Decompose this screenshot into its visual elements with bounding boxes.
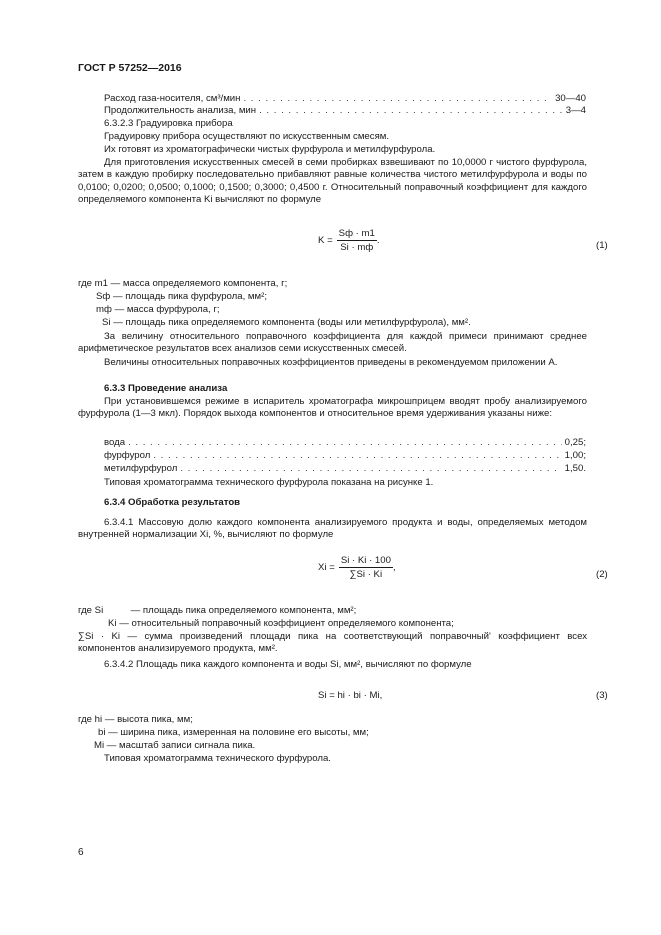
where-symbol: bi [98, 727, 106, 738]
leader-dots [180, 463, 561, 475]
where-item [96, 291, 267, 303]
retention-row-water [104, 437, 586, 449]
retention-row-methylfurfural [104, 463, 586, 475]
text-line: Градуировку прибора осуществляют по искусственным смесям. [104, 131, 390, 142]
component-label: фурфурол [104, 450, 151, 461]
where-symbol: Sф [96, 291, 111, 302]
param-label: Расход газа-носителя, см³/мин [104, 93, 241, 104]
retention-value: 1,00; [564, 450, 586, 461]
equation-tail: , [392, 562, 396, 573]
where-symbol: где hi [78, 714, 103, 725]
equation-1 [318, 228, 380, 253]
where-symbol: где Si [78, 605, 104, 616]
equation-2 [318, 555, 396, 580]
where-symbol: Mi [94, 740, 105, 751]
equation-3 [318, 690, 382, 701]
component-label: вода [104, 437, 126, 448]
param-label: Продолжительность анализа, мин [104, 105, 257, 116]
paragraph-normalization: 6.3.4.1 Массовую долю каждого компонента анализируемого продукта и воды, определяемых методом внутренней нормализации Xi, %, вычисляют по формуле [78, 517, 587, 541]
param-value: 3—4 [565, 105, 586, 116]
equation-denominator: ∑Si · Ki [349, 569, 383, 580]
equation-tail: . [376, 235, 380, 246]
where-text: — масса определяемого компонента, г; [110, 278, 288, 289]
param-value: 30—40 [555, 93, 586, 104]
where-item [108, 618, 454, 630]
figure-note: Типовая хроматограмма технического фурфурола показана на рисунке 1. [104, 477, 434, 488]
paragraph-peak-area: 6.3.4.2 Площадь пика каждого компонента и воды Si, мм², вычисляют по формуле [104, 659, 472, 670]
where-item [78, 278, 287, 290]
page-number: 6 [78, 847, 84, 858]
equation-number-1: (1) [596, 240, 608, 251]
where-text: — площадь пика фурфурола, мм²; [112, 291, 267, 302]
param-row-carrier-gas [104, 93, 586, 105]
equation-number-3: (3) [596, 690, 608, 701]
paragraph-mean: За величину относительного поправочного коэффициента для каждой примеси принимают среднее арифметическое результатов всех анализов семи искусственных смесей. [78, 331, 587, 355]
paragraph-analysis: При установившемся режиме в испаритель хроматографа микрошприцем вводят пробу анализируемого фурфурола (1—3 мкл). Порядок выхода компонентов и относительное время удерживания указаны ниже: [78, 396, 587, 420]
where-symbol: Si [102, 317, 111, 328]
where-item [102, 317, 471, 329]
where-text: — площадь пика определяемого компонента (воды или метилфурфурола), мм². [113, 317, 471, 328]
equation-number-2: (2) [596, 569, 608, 580]
where-text: — относительный поправочный коэффициент определяемого компонента; [119, 618, 454, 629]
where-text: — масса фурфурола, г; [114, 304, 220, 315]
retention-value: 1,50. [564, 463, 586, 474]
where-item [78, 714, 193, 726]
leader-dots [243, 93, 552, 105]
section-heading-634: 6.3.4 Обработка результатов [104, 497, 241, 508]
where-symbol: где m1 [78, 278, 108, 289]
equation-numerator: Sф · m1 [338, 228, 375, 239]
document-header: ГОСТ Р 57252—2016 [78, 62, 182, 74]
leader-dots [153, 450, 561, 462]
equation-fraction [339, 555, 393, 580]
leader-dots [128, 437, 562, 449]
equation-lhs: K = [318, 235, 333, 246]
where-text: — ширина пика, измеренная на половине его высоты, мм; [108, 727, 369, 738]
equation-denominator: Si · mф [340, 242, 374, 253]
paragraph-annex: Величины относительных поправочных коэффициентов приведены в рекомендуемом приложении А. [104, 357, 558, 368]
where-item [94, 740, 255, 752]
equation-expression: Si = hi · bi · Mi, [318, 690, 383, 701]
final-note: Типовая хроматограмма технического фурфурола. [104, 753, 331, 764]
section-heading-6323: 6.3.2.3 Градуировка прибора [104, 118, 233, 129]
component-label: метилфурфурол [104, 463, 178, 474]
where-symbol: Ki [108, 618, 117, 629]
where-item [98, 727, 369, 739]
retention-value: 0,25; [564, 437, 586, 448]
section-heading-633: 6.3.3 Проведение анализа [104, 383, 228, 394]
equation-fraction [337, 228, 377, 253]
equation-numerator: Si · Ki · 100 [340, 555, 391, 566]
retention-row-furfural [104, 450, 586, 462]
where-item [96, 304, 220, 316]
where-symbol: mф [96, 304, 112, 315]
paragraph-mixtures: Для приготовления искусственных смесей в семи пробирках взвешивают по 10,0000 г чистого фурфурола, затем в каждую пробирку последовательно прибавляют равные количества чистого метилфурфурола и воды по 0,0100; 0,0200; 0,0500; 0,1000; 0,1500; 0,3000; 0,4500 г. Относительный поправочный коэффициент для каждого определяемого компонента Ki вычисляют по формуле [78, 157, 587, 205]
equation-lhs: Xi = [318, 562, 335, 573]
where-text: — площадь пика определяемого компонента, мм²; [130, 605, 357, 616]
where-text: — высота пика, мм; [104, 714, 193, 725]
where-item [78, 605, 356, 617]
leader-dots [259, 105, 563, 117]
where-text: — масштаб записи сигнала пика. [106, 740, 256, 751]
where-item-sum: ∑Si · Ki — сумма произведений площади пика на соответствующий поправочный' коэффициент всех компонентов анализируемого продукта, мм². [78, 631, 587, 655]
text-line: Их готовят из хроматографически чистых фурфурола и метилфурфурола. [104, 144, 436, 155]
param-row-duration [104, 105, 586, 117]
